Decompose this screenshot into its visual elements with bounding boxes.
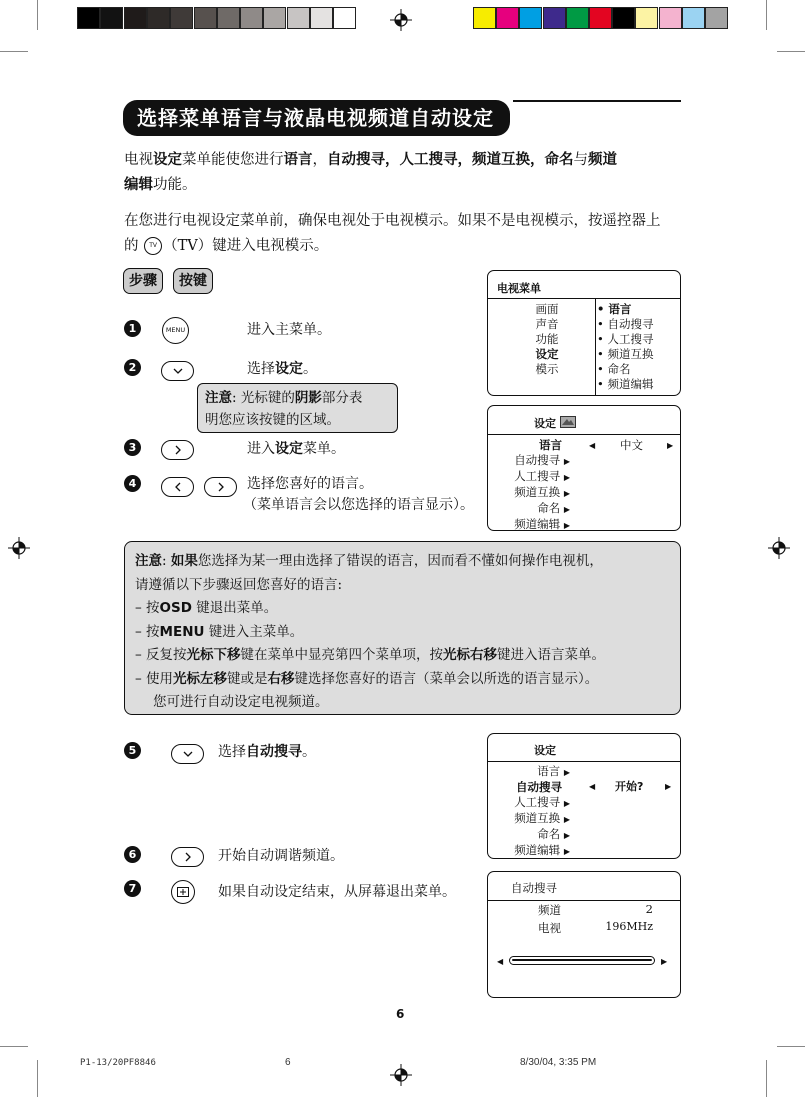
cursor-down-key-icon	[161, 361, 194, 381]
color-swatch	[543, 7, 566, 29]
note-text: 部分表	[321, 390, 363, 406]
step-1-text	[247, 320, 331, 340]
registration-mark-icon	[768, 537, 790, 559]
color-swatch	[519, 7, 542, 29]
crop-mark	[777, 51, 805, 52]
gray-swatch	[310, 7, 333, 29]
intro-text: ，	[312, 152, 327, 168]
setup-item: 自动搜寻	[514, 453, 561, 467]
tv-menu-screen	[487, 270, 681, 396]
color-swatch	[612, 7, 635, 29]
intro-bold: 频道	[588, 152, 617, 168]
note-label: 注意	[205, 390, 232, 406]
keys-tag: 按键	[173, 268, 213, 294]
right-arrow-icon: ▶	[563, 815, 570, 824]
color-swatch	[659, 7, 682, 29]
setup-items-list	[498, 764, 570, 859]
cursor-right-key-icon	[171, 847, 204, 867]
registration-mark-icon	[8, 537, 30, 559]
note-label: 注意	[135, 553, 162, 569]
right-arrow-icon: ▶	[563, 768, 570, 777]
screen-divider	[488, 761, 680, 762]
step-text: 选择	[218, 744, 246, 760]
note-text: – 使用	[135, 670, 174, 687]
osd-key-icon	[171, 880, 195, 904]
title-rule	[513, 100, 681, 102]
step-5-text	[218, 742, 316, 762]
step-bold: 自动搜寻	[246, 744, 302, 760]
channel-label: 频道	[538, 903, 561, 917]
frequency-value: 196MHz	[605, 920, 653, 933]
footer-file-name: P1-13/20PF8846	[80, 1058, 156, 1068]
gray-swatch	[333, 7, 356, 29]
step-7-text	[218, 882, 456, 902]
step-text: 选择	[247, 361, 275, 377]
right-arrow-icon: ▶	[563, 521, 570, 530]
note-text: :	[162, 553, 171, 569]
note-bold: 光标左移	[173, 670, 228, 687]
step-number: 3	[124, 439, 141, 456]
note-bold: 右移	[267, 670, 295, 687]
right-arrow-icon: ▶	[665, 782, 672, 791]
gray-swatch	[147, 7, 170, 29]
intro-text: （TV）键进入电视模示。	[163, 238, 329, 254]
note-text: 您可进行自动设定电视频道。	[153, 694, 329, 710]
right-arrow-icon: ▶	[661, 957, 668, 966]
setup-item: 人工搜寻	[514, 469, 561, 483]
note-text: – 按	[135, 623, 160, 640]
right-arrow-icon: ▶	[563, 799, 570, 808]
left-arrow-icon: ◀	[589, 782, 596, 791]
step-text: 进入主菜单。	[247, 322, 331, 338]
gray-swatch	[124, 7, 147, 29]
note-bold: OSD	[159, 600, 192, 616]
crop-mark	[777, 1046, 805, 1047]
intro-bold: 设定	[153, 152, 182, 168]
note-text: – 按	[135, 600, 160, 616]
note-text: : 光标键的	[232, 390, 295, 406]
right-arrow-icon: ▶	[563, 847, 570, 856]
footer-date: 8/30/04, 3:35 PM	[520, 1057, 597, 1068]
crop-mark	[766, 0, 767, 30]
step-text: 菜单。	[303, 441, 345, 457]
intro-text: 在您进行电视设定菜单前，确保电视处于电视模示。如果不是电视模示，按遥控器上	[124, 213, 661, 229]
note-text: 键进入主菜单。	[204, 623, 304, 640]
step-text: 开始自动调谐频道。	[218, 848, 344, 864]
tv-menu-left-list	[518, 302, 576, 377]
page-number: 6	[396, 1007, 405, 1021]
gray-swatch	[77, 7, 100, 29]
intro-paragraph-1	[124, 148, 684, 198]
note-bold: 光标下移	[186, 647, 241, 663]
step-number: 4	[124, 475, 141, 492]
note-text: – 反复按	[135, 647, 187, 663]
color-swatch	[473, 7, 496, 29]
crop-mark	[0, 1046, 28, 1047]
note-text: 键在菜单中显亮第四个菜单项，按	[240, 647, 444, 663]
gray-swatch	[194, 7, 217, 29]
crop-mark	[37, 0, 38, 30]
step-text: 进入	[247, 441, 275, 457]
note-bold: 如果	[170, 553, 198, 569]
note-bold: 光标右移	[443, 647, 498, 663]
gray-swatch	[100, 7, 123, 29]
cursor-left-key-icon	[161, 477, 194, 497]
intro-text: 电视	[124, 152, 153, 168]
right-arrow-icon: ▶	[667, 441, 674, 450]
crop-mark	[766, 1060, 767, 1097]
note-text: 请遵循以下步骤返回您喜好的语言:	[135, 576, 343, 593]
step-number: 5	[124, 742, 141, 759]
language-recovery-note	[124, 541, 681, 715]
setup-icon	[560, 416, 576, 428]
note-bold: 阴影	[294, 390, 322, 406]
step-bold: 设定	[275, 441, 303, 457]
note-text: 键退出菜单。	[191, 600, 278, 616]
intro-text: 功能。	[153, 177, 197, 193]
channel-value: 2	[645, 902, 653, 916]
registration-mark-icon	[390, 9, 412, 31]
menu-item-selected: 设定	[535, 347, 559, 361]
search-progress-bar	[509, 956, 655, 965]
autosearch-progress-screen	[487, 871, 681, 998]
setup-language-screen	[487, 405, 681, 531]
step-3-text	[247, 439, 345, 459]
cursor-right-key-icon	[161, 440, 194, 460]
step-bold: 设定	[275, 361, 303, 377]
screen-divider	[488, 298, 680, 299]
left-arrow-icon: ◀	[589, 441, 596, 450]
note-text: 键或是	[227, 670, 268, 687]
intro-text: 菜单能使您进行	[182, 152, 284, 168]
step-number: 7	[124, 880, 141, 897]
note-text: 键进入语言菜单。	[497, 647, 606, 663]
color-swatch	[589, 7, 612, 29]
step-text: 选择您喜好的语言。	[247, 476, 373, 492]
setup-items-list	[498, 438, 570, 533]
right-arrow-icon: ▶	[563, 831, 570, 840]
gray-swatch	[170, 7, 193, 29]
submenu-item: • 人工搜寻	[597, 332, 654, 346]
right-arrow-icon: ▶	[563, 489, 570, 498]
note-text: 明您应该按键的区域。	[205, 412, 340, 428]
submenu-item: • 自动搜寻	[597, 317, 654, 331]
submenu-item: • 频道互换	[597, 347, 654, 361]
color-swatch	[705, 7, 728, 29]
menu-key-icon: MENU	[162, 317, 189, 344]
setup-item-selected: 自动搜寻	[516, 780, 562, 794]
screen-header: 设定	[534, 744, 556, 757]
menu-item: 模示	[535, 362, 559, 376]
submenu-item: • 频道编辑	[597, 377, 654, 391]
step-text: 。	[302, 744, 316, 760]
section-title-bar	[123, 100, 681, 140]
setup-item: 频道互换	[514, 485, 561, 499]
setup-item: 命名	[537, 501, 561, 515]
cursor-down-key-icon	[171, 744, 204, 764]
right-arrow-icon: ▶	[563, 473, 570, 482]
setup-item: 频道互换	[514, 811, 561, 825]
menu-item: 声音	[535, 317, 559, 331]
gray-swatch	[217, 7, 240, 29]
step-text: （菜单语言会以您选择的语言显示）。	[243, 497, 474, 513]
crop-mark	[0, 51, 28, 52]
gray-swatch	[263, 7, 286, 29]
gray-swatch	[240, 7, 263, 29]
cursor-note-box	[197, 383, 398, 433]
setup-item: 命名	[537, 827, 561, 841]
frequency-label: 电视	[538, 921, 561, 935]
submenu-item-selected: • 语言	[597, 302, 632, 316]
right-arrow-icon: ▶	[563, 505, 570, 514]
setup-item: 频道编辑	[514, 517, 561, 531]
tv-menu-right-list	[597, 302, 653, 392]
note-bold: MENU	[159, 623, 205, 640]
setup-item-selected: 语言	[539, 438, 562, 452]
color-swatch	[635, 7, 658, 29]
note-text: 键选择您喜好的语言（菜单会以所选的语言显示）。	[294, 670, 599, 687]
page-title: 选择菜单语言与液晶电视频道自动设定	[123, 100, 510, 136]
intro-bold: 编辑	[124, 177, 153, 193]
right-arrow-icon: ▶	[563, 457, 570, 466]
registration-mark-icon	[390, 1064, 412, 1086]
menu-item: 画面	[535, 302, 559, 316]
setup-autosearch-screen	[487, 733, 681, 859]
screen-header: 电视菜单	[497, 282, 541, 295]
gray-swatch	[287, 7, 310, 29]
step-number: 6	[124, 846, 141, 863]
step-text: 如果自动设定结束，从屏幕退出菜单。	[218, 884, 456, 900]
color-swatch	[566, 7, 589, 29]
intro-text: 与	[573, 152, 588, 168]
tv-button-icon: TV	[144, 237, 162, 255]
color-swatch	[682, 7, 705, 29]
step-text: 。	[303, 361, 317, 377]
submenu-item: • 命名	[597, 362, 631, 376]
setup-item: 人工搜寻	[514, 795, 561, 809]
crop-mark	[37, 1060, 38, 1097]
menu-item: 功能	[535, 332, 559, 346]
left-arrow-icon: ◀	[497, 957, 504, 966]
setup-item: 频道编辑	[514, 843, 561, 857]
step-number: 1	[124, 320, 141, 337]
start-value: 开始?	[615, 780, 644, 793]
screen-header-text: 设定	[534, 417, 556, 430]
screen-header	[534, 415, 576, 431]
note-text: 您选择为某一理由选择了错误的语言，因而看不懂如何操作电视机，	[197, 553, 603, 569]
color-swatch	[496, 7, 519, 29]
intro-text: 的	[124, 238, 139, 254]
steps-tag: 步骤	[123, 268, 163, 294]
intro-bold: 自动搜寻，人工搜寻，频道互换，命名	[327, 152, 574, 168]
screen-header: 自动搜寻	[511, 881, 557, 895]
intro-bold: 语言	[283, 152, 313, 168]
setup-item: 语言	[537, 764, 561, 778]
step-6-text	[218, 846, 344, 866]
step-4-text	[243, 474, 474, 516]
footer-page: 6	[285, 1057, 291, 1068]
language-value: 中文	[620, 438, 643, 452]
step-number: 2	[124, 359, 141, 376]
cursor-right-key-icon	[204, 477, 237, 497]
step-2-text	[247, 359, 317, 379]
screen-divider	[488, 434, 680, 435]
intro-paragraph-2	[124, 209, 686, 259]
